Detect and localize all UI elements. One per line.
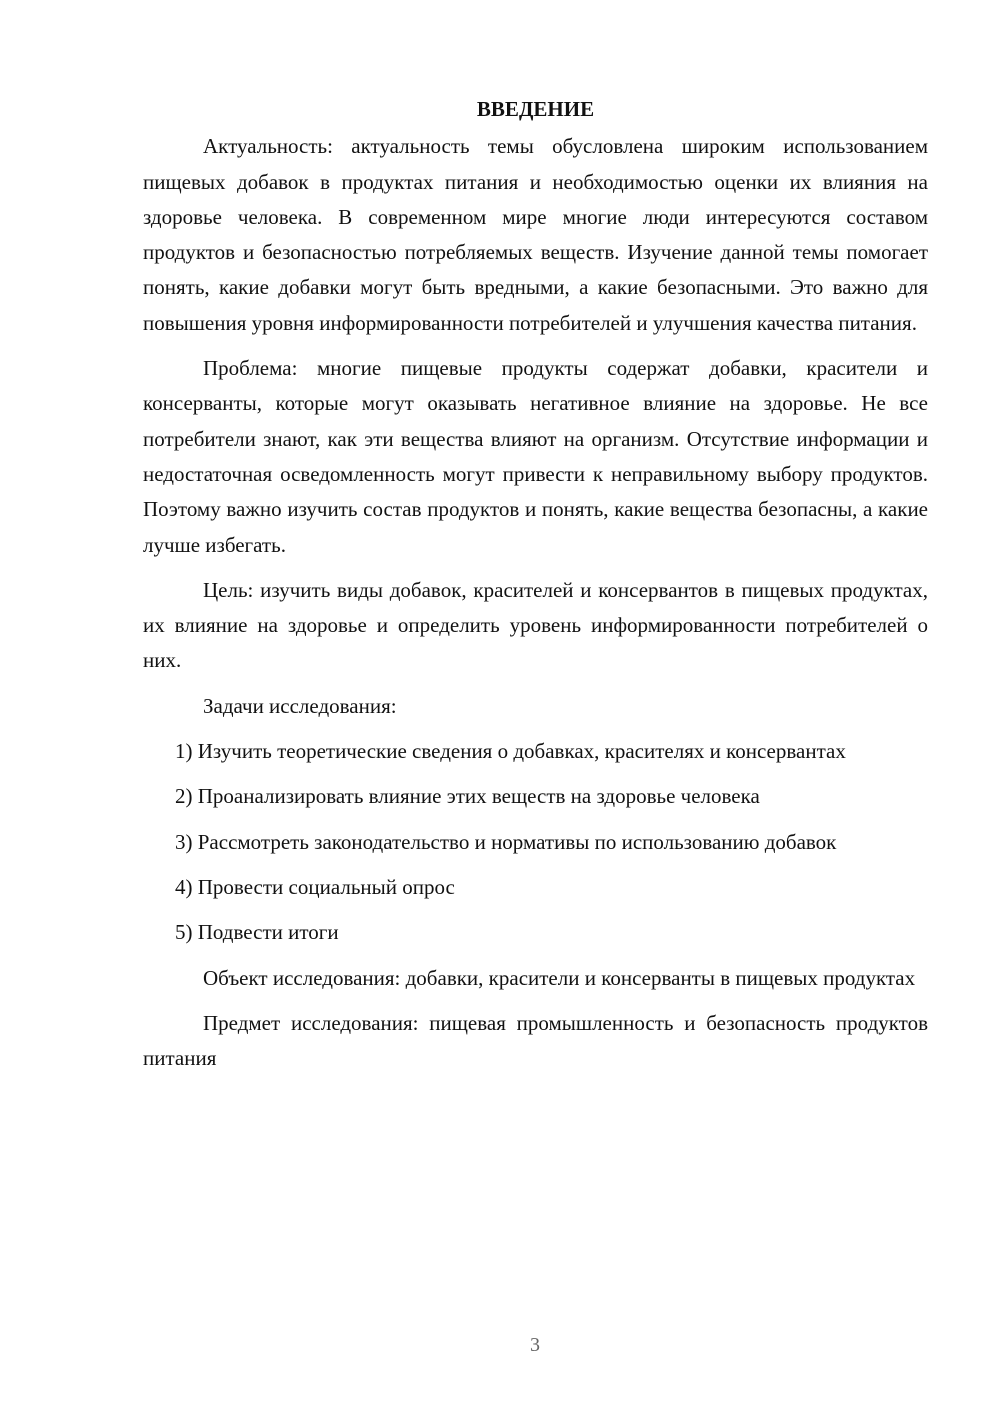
document-body — [143, 92, 928, 1076]
tasks-heading: Задачи исследования: — [203, 693, 397, 718]
section-heading: ВВЕДЕНИЕ — [476, 97, 595, 121]
paragraph-object: Объект исследования: добавки, красители и консерванты в пищевых продуктах — [203, 965, 916, 990]
task-item-5: 5) Подвести итоги — [175, 920, 339, 945]
paragraph-subject: Предмет исследования: пищевая промышленность и безопасность продуктов питания — [143, 1010, 928, 1071]
paragraph-problem: Проблема: многие пищевые продукты содержат добавки, красители и консерванты, которые могут оказывать негативное влияние на здоровье. Не все потребители знают, как эти вещества влияют на организм. Отсутствие информации и недостаточная осведомленность могут привести к неправильному выбору продуктов. Поэтому важно изучить состав продуктов и понять, какие вещества безопасны, а какие лучше избегать. — [143, 356, 928, 557]
task-item-1: 1) Изучить теоретические сведения о добавках, красителях и консервантах — [175, 739, 846, 764]
page-number: 3 — [530, 1334, 540, 1356]
task-item-4: 4) Провести социальный опрос — [175, 874, 455, 899]
paragraph-relevance: Актуальность: актуальность темы обусловлена широким использованием пищевых добавок в продуктах питания и необходимостью оценки их влияния на здоровье человека. В современном мире многие люди интересуются составом продуктов и безопасностью потребляемых веществ. Изучение данной темы помогает понять, какие добавки могут быть вредными, а какие безопасными. Это важно для повышения уровня информированности потребителей и улучшения качества питания. — [143, 134, 928, 335]
task-item-3: 3) Рассмотреть законодательство и нормативы по использованию добавок — [175, 829, 837, 854]
paragraph-goal: Цель: изучить виды добавок, красителей и консервантов в пищевых продуктах, их влияние на здоровье и определить уровень информированности потребителей о них. — [143, 577, 928, 673]
task-item-2: 2) Проанализировать влияние этих веществ на здоровье человека — [175, 784, 760, 809]
